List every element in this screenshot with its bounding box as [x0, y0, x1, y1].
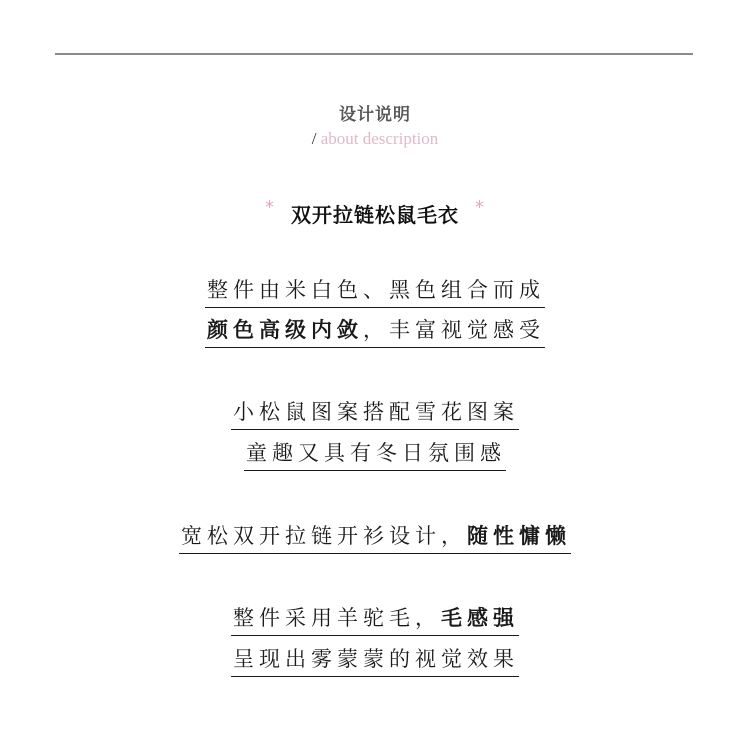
bold-text: 毛感强 [441, 606, 519, 630]
text-line: 小松鼠图案搭配雪花图案 [231, 398, 519, 430]
paragraph-4-line-1 [0, 604, 750, 636]
bold-text: 颜色高级内敛 [207, 318, 363, 342]
paragraph-2-line-2 [0, 439, 750, 471]
product-title: 双开拉链松鼠毛衣 [291, 203, 459, 227]
section-subheading [0, 129, 750, 149]
subheading-slash: / [311, 129, 317, 148]
regular-text: ，丰富视觉感受 [363, 318, 545, 342]
paragraph-1-line-2 [0, 316, 750, 348]
paragraph-3-line-1 [0, 522, 750, 554]
bold-text: 随性慵懒 [467, 524, 571, 548]
star-right-icon: * [475, 197, 485, 218]
top-divider [55, 53, 693, 55]
section-heading: 设计说明 [339, 105, 411, 125]
text-line [179, 522, 571, 554]
subheading-english: about description [320, 129, 439, 148]
regular-text: 整件采用羊驼毛， [233, 606, 441, 630]
text-line: 童趣又具有冬日氛围感 [244, 439, 506, 471]
paragraph-4-line-2 [0, 645, 750, 677]
text-line [231, 604, 519, 636]
product-title-row [0, 199, 750, 228]
text-line: 整件由米白色、黑色组合而成 [205, 276, 545, 308]
regular-text: 宽松双开拉链开衫设计， [181, 524, 467, 548]
paragraph-1-line-1 [0, 276, 750, 308]
paragraph-2-line-1 [0, 398, 750, 430]
star-left-icon: * [265, 197, 275, 218]
text-line: 呈现出雾蒙蒙的视觉效果 [231, 645, 519, 677]
text-line [205, 316, 545, 348]
